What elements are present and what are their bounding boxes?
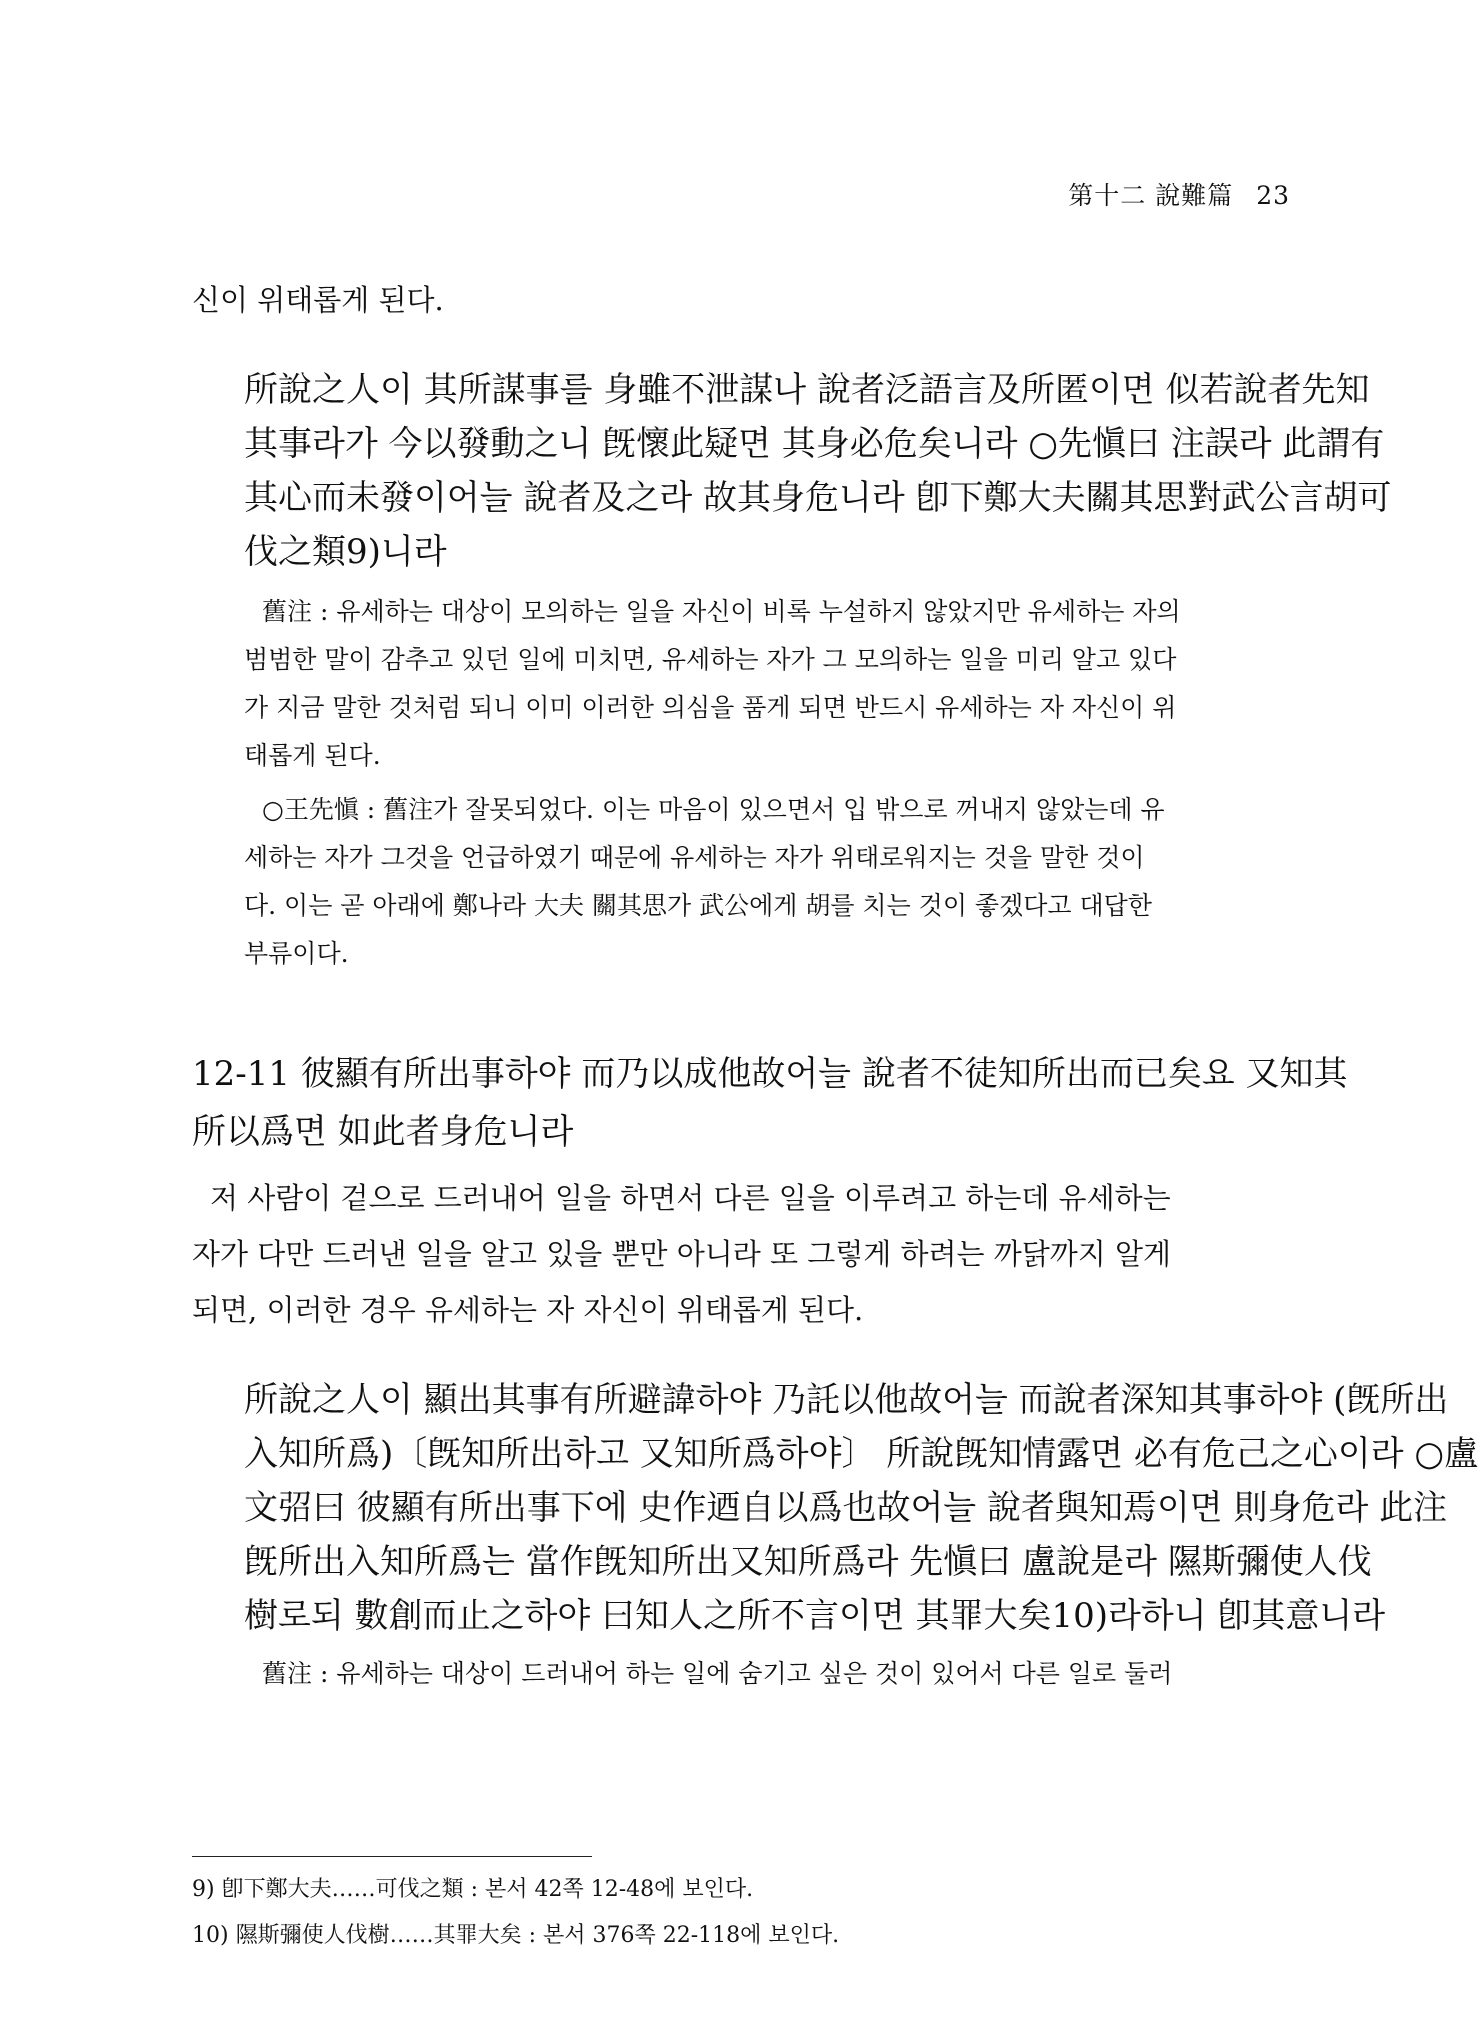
- text-line: 所說之人이 其所謀事를 身雖不泄謀나 說者泛語言及所匿이면 似若說者先知: [244, 370, 1370, 410]
- text-line: 其事라가 今以發動之니 旣懷此疑면 其身必危矣니라 ○先愼曰 注誤라 此謂有: [244, 424, 1385, 464]
- footnote-divider: [192, 1856, 592, 1857]
- text-line: 所說之人이 顯出其事有所避諱하야 乃託以他故어늘 而說者深知其事하야 (旣所出: [244, 1380, 1449, 1420]
- footnote: 9) 卽下鄭大夫……可伐之類 : 본서 42쪽 12-48에 보인다.: [192, 1877, 754, 1902]
- text-line: 범범한 말이 감추고 있던 일에 미치면, 유세하는 자가 그 모의하는 일을 미리 알고 있다: [244, 645, 1177, 674]
- footnote: 10) 隰斯彌使人伐樹……其罪大矣 : 본서 376쪽 22-118에 보인다.: [192, 1923, 840, 1948]
- text-line: 다. 이는 곧 아래에 鄭나라 大夫 關其思가 武公에게 胡를 치는 것이 좋겠다고 대답한: [244, 891, 1152, 920]
- text-line: 태롭게 된다.: [244, 741, 381, 770]
- text-line: 文弨曰 彼顯有所出事下에 史作迺自以爲也故어늘 說者與知焉이면 則身危라 此注: [244, 1488, 1448, 1528]
- page-number: 23: [1256, 181, 1290, 210]
- text-line: 부류이다.: [244, 939, 349, 968]
- text-line: 가 지금 말한 것처럼 되니 이미 이러한 의심을 품게 되면 반드시 유세하는 자 자신이 위: [244, 693, 1177, 722]
- text-line: 入知所爲)〔旣知所出하고 又知所爲하야〕 所說旣知情露면 必有危己之心이라 ○盧: [244, 1434, 1479, 1474]
- text-line: 舊注 : 유세하는 대상이 드러내어 하는 일에 숨기고 싶은 것이 있어서 다른 일로 둘러: [262, 1659, 1173, 1688]
- text-line: 신이 위태롭게 된다.: [192, 283, 444, 317]
- text-line: 伐之類9)니라: [244, 532, 447, 572]
- running-header: [1054, 176, 1290, 212]
- text-line: 所以爲면 如此者身危니라: [192, 1112, 574, 1152]
- text-line: 其心而未發이어늘 說者及之라 故其身危니라 卽下鄭大夫關其思對武公言胡可: [244, 478, 1392, 518]
- text-line: 자가 다만 드러낸 일을 알고 있을 뿐만 아니라 또 그렇게 하려는 까닭까지 알게: [192, 1237, 1172, 1271]
- text-line: 되면, 이러한 경우 유세하는 자 자신이 위태롭게 된다.: [192, 1293, 864, 1327]
- text-line: 舊注 : 유세하는 대상이 모의하는 일을 자신이 비록 누설하지 않았지만 유세하는 자의: [262, 597, 1181, 626]
- text-line: 12-11 彼顯有所出事하야 而乃以成他故어늘 說者不徒知所出而已矣요 又知其: [192, 1054, 1348, 1094]
- chapter-title: 第十二 說難篇: [1068, 181, 1234, 210]
- text-line: 樹로되 數創而止之하야 曰知人之所不言이면 其罪大矣10)라하니 卽其意니라: [244, 1596, 1386, 1636]
- text-line: 세하는 자가 그것을 언급하였기 때문에 유세하는 자가 위태로워지는 것을 말한 것이: [244, 843, 1145, 872]
- text-line: 저 사람이 겉으로 드러내어 일을 하면서 다른 일을 이루려고 하는데 유세하는: [210, 1181, 1171, 1215]
- text-line: 旣所出入知所爲는 當作旣知所出又知所爲라 先愼曰 盧說是라 隰斯彌使人伐: [244, 1542, 1372, 1582]
- text-line: ○王先愼 : 舊注가 잘못되었다. 이는 마음이 있으면서 입 밖으로 꺼내지 않았는데 유: [262, 795, 1165, 824]
